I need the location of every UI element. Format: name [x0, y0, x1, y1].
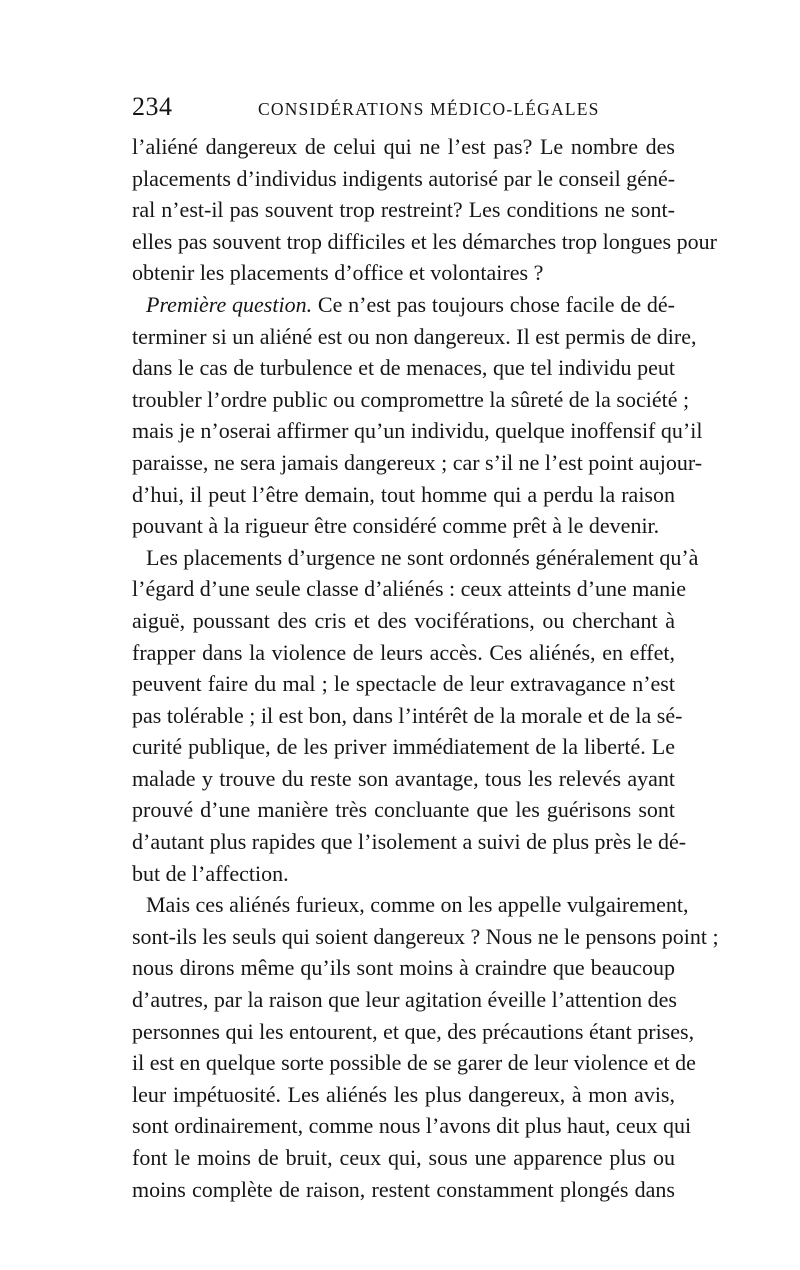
- text-line: sont-ils les seuls qui soient dangereux ? Nous ne le pensons point ;: [132, 923, 719, 949]
- text-line: prouvé d’une manière très concluante que les guérisons sont: [132, 797, 675, 823]
- lead-continuation: Ce n’est pas toujours chose facile de dé-: [312, 291, 675, 317]
- text-line: curité publique, de les priver immédiatement de la liberté. Le: [132, 734, 675, 760]
- paragraph-2: [132, 289, 703, 542]
- text-line: aiguë, poussant des cris et des vociférations, ou cherchant à: [132, 607, 675, 633]
- text-line: obtenir les placements d’office et volontaires ?: [132, 260, 544, 286]
- text-line: malade y trouve du reste son avantage, tous les relevés ayant: [132, 765, 675, 791]
- text-line: leur impétuosité. Les aliénés les plus dangereux, à mon avis,: [132, 1081, 675, 1107]
- text-line-first: [132, 289, 675, 321]
- text-line: placements d’individus indigents autorisé par le conseil géné-: [132, 165, 676, 191]
- text-line: l’égard d’une seule classe d’aliénés : ceux atteints d’une manie: [132, 576, 687, 602]
- text-line: paraisse, ne sera jamais dangereux ; car s’il ne l’est point aujour-: [132, 449, 703, 475]
- text-line: mais je n’oserai affirmer qu’un individu, quelque inoffensif qu’il: [132, 418, 703, 444]
- text-line: moins complète de raison, restent constamment plongés dans: [132, 1176, 675, 1202]
- body-text: [132, 131, 719, 1205]
- text-line: Les placements d’urgence ne sont ordonnés généralement qu’à: [146, 544, 699, 570]
- text-line: d’autres, par la raison que leur agitation éveille l’attention des: [132, 987, 677, 1013]
- text-line: pas tolérable ; il est bon, dans l’intérêt de la morale et de la sé-: [132, 702, 683, 728]
- text-line: personnes qui les entourent, et que, des précautions étant prises,: [132, 1018, 695, 1044]
- text-line: il est en quelque sorte possible de se garer de leur violence et de: [132, 1050, 696, 1076]
- paragraph-1: [132, 131, 717, 289]
- paragraph-4: [132, 889, 719, 1205]
- text-line: d’hui, il peut l’être demain, tout homme qui a perdu la raison: [132, 481, 675, 507]
- text-line: terminer si un aliéné est ou non dangereux. Il est permis de dire,: [132, 323, 697, 349]
- page-header: [132, 92, 680, 128]
- text-line: Mais ces aliénés furieux, comme on les appelle vulgairement,: [146, 892, 689, 918]
- text-line: nous dirons même qu’ils sont moins à craindre que beaucoup: [132, 955, 675, 981]
- text-line: elles pas souvent trop difficiles et les démarches trop longues pour: [132, 228, 717, 254]
- text-line: sont ordinairement, comme nous l’avons dit plus haut, ceux qui: [132, 1113, 692, 1139]
- page-number: 234: [132, 92, 173, 121]
- text-line: pouvant à la rigueur être considéré comme prêt à le devenir.: [132, 513, 660, 539]
- text-line: d’autant plus rapides que l’isolement a suivi de plus près le dé-: [132, 829, 687, 855]
- text-line: frapper dans la violence de leurs accès. Ces aliénés, en effet,: [132, 639, 675, 665]
- text-line: peuvent faire du mal ; le spectacle de leur extravagance n’est: [132, 671, 675, 697]
- text-line: font le moins de bruit, ceux qui, sous une apparence plus ou: [132, 1145, 675, 1170]
- running-title: CONSIDÉRATIONS MÉDICO-LÉGALES: [258, 99, 600, 119]
- text-line: l’aliéné dangereux de celui qui ne l’est pas? Le nombre des: [132, 134, 675, 159]
- paragraph-3: [132, 542, 699, 890]
- text-line: dans le cas de turbulence et de menaces, que tel individu peut: [132, 355, 675, 381]
- text-line: troubler l’ordre public ou compromettre la sûreté de la société ;: [132, 386, 690, 412]
- text-line: ral n’est-il pas souvent trop restreint? Les conditions ne sont-: [132, 197, 675, 223]
- section-lead: Première question.: [146, 291, 313, 317]
- text-line: but de l’affection.: [132, 860, 289, 886]
